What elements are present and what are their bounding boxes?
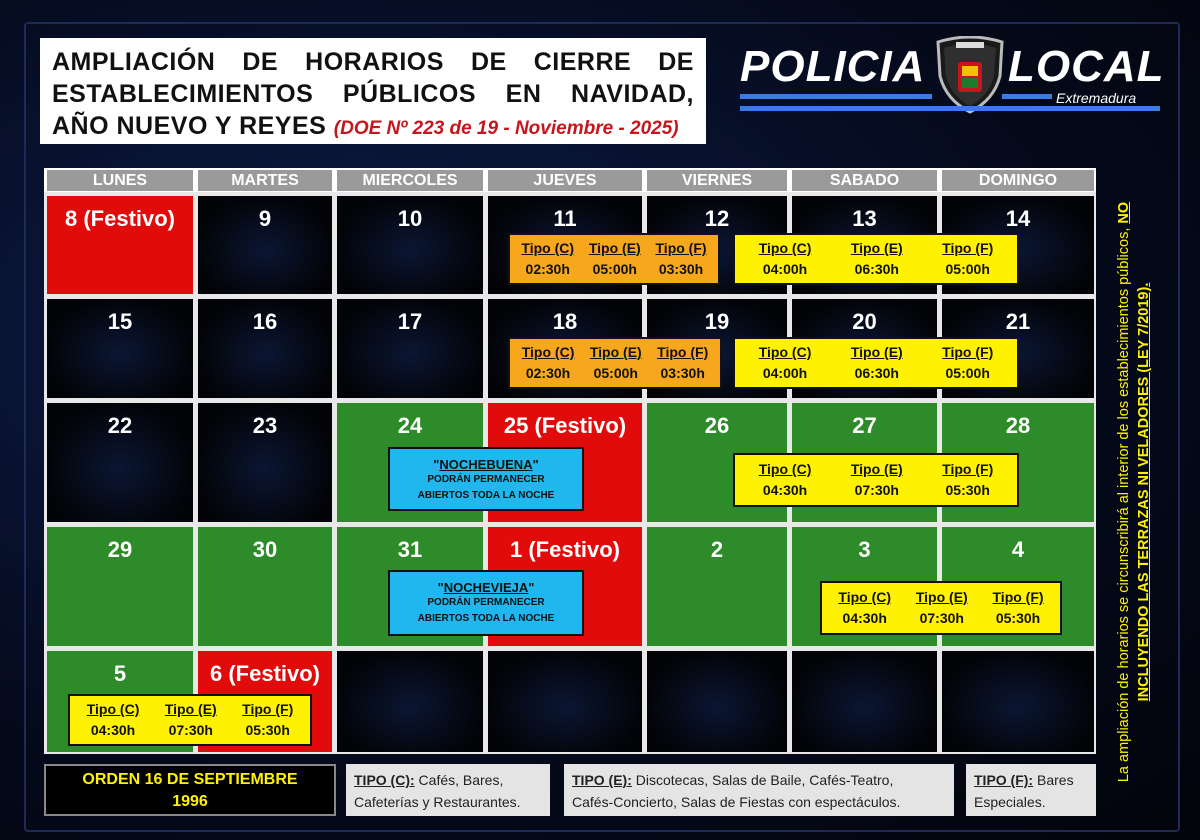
closing-time: 07:30h — [919, 610, 964, 626]
day-number: 25 (Festivo) — [503, 413, 627, 438]
closing-hours-column — [942, 459, 993, 501]
calendar-day-cell — [647, 651, 787, 752]
closing-hours-column — [589, 238, 641, 280]
day-number: 23 — [252, 413, 278, 438]
closing-time: 05:30h — [245, 722, 290, 738]
night-line: ABIERTOS TODA LA NOCHE — [417, 490, 555, 501]
day-number: 26 — [704, 413, 730, 438]
calendar-day-cell — [198, 403, 332, 522]
closing-time: 03:30h — [660, 365, 705, 381]
closing-time: 05:00h — [593, 365, 638, 381]
closing-hours-column — [851, 238, 903, 280]
closing-time: 04:30h — [842, 610, 887, 626]
closing-time: 05:30h — [945, 482, 990, 498]
title-word: DE — [658, 48, 694, 76]
title-word: DE — [242, 48, 279, 76]
closing-hours-column — [759, 238, 812, 280]
tipo-label: Tipo (E) — [589, 344, 642, 360]
closing-hours-column — [242, 699, 293, 741]
legend-text: Discotecas, Salas de Baile, Cafés-Teatro, — [631, 772, 894, 788]
title-word: EN — [505, 80, 542, 108]
closing-hours-column — [838, 587, 891, 629]
closing-time: 05:00h — [945, 365, 990, 381]
closing-hours-column — [165, 699, 217, 741]
closing-time: 07:30h — [168, 722, 213, 738]
closing-hours-column — [993, 587, 1044, 629]
closing-hours-column — [590, 342, 642, 384]
tipo-label: Tipo (E) — [588, 240, 641, 256]
title-word: DE — [470, 48, 507, 76]
title-box — [40, 38, 706, 144]
day-number: 22 — [107, 413, 133, 438]
day-header: MARTES — [198, 170, 332, 191]
terrazas-note — [1104, 168, 1164, 816]
orden-line-1: ORDEN 16 DE SEPTIEMBRE — [82, 771, 298, 788]
calendar-day-cell — [198, 299, 332, 398]
tipo-label: Tipo (F) — [942, 240, 994, 256]
day-number: 31 — [397, 537, 423, 562]
title-word: AÑO NUEVO Y REYES — [52, 112, 327, 140]
day-number: 8 (Festivo) — [64, 206, 176, 231]
closing-hours-column — [851, 342, 903, 384]
tipo-label: Tipo (E) — [850, 461, 903, 477]
tipo-label: Tipo (C) — [758, 461, 812, 477]
calendar-day-cell — [337, 196, 483, 294]
policia-local-logo — [738, 38, 1168, 122]
logo-subtitle: Extremadura — [1056, 90, 1137, 106]
closing-time: 05:30h — [995, 610, 1041, 626]
tipo-label: Tipo (F) — [657, 344, 709, 360]
closing-time: 06:30h — [854, 365, 899, 381]
day-number: 19 — [704, 309, 730, 334]
day-number: 20 — [852, 309, 877, 334]
tipo-label: Tipo (F) — [942, 461, 994, 477]
day-number: 4 — [1011, 537, 1025, 562]
logo-word-policia: POLICIA — [740, 42, 926, 91]
closing-hours-column — [521, 238, 574, 280]
tipo-label: Tipo (C) — [521, 344, 575, 360]
day-number: 13 — [852, 206, 877, 231]
day-number: 15 — [107, 309, 133, 334]
legend-text: Cafés-Concierto, Salas de Fiestas con espectáculos. — [572, 794, 901, 810]
calendar-day-cell — [47, 299, 193, 398]
day-header: VIERNES — [647, 170, 787, 191]
tipo-label: Tipo (E) — [915, 589, 968, 605]
day-number: 3 — [858, 537, 871, 562]
legend-tipo-e — [564, 764, 954, 816]
day-number: 6 (Festivo) — [209, 661, 321, 686]
logo-word-local: LOCAL — [1008, 42, 1165, 91]
closing-hours-box — [733, 233, 1019, 285]
day-number: 21 — [1005, 309, 1031, 334]
day-header: JUEVES — [488, 170, 642, 191]
calendar-day-cell — [47, 196, 193, 294]
closing-hours-column — [942, 238, 993, 280]
night-name: NOCHEBUENA — [439, 457, 533, 472]
closing-time: 02:30h — [525, 365, 571, 381]
night-line: ABIERTOS TODA LA NOCHE — [417, 613, 555, 624]
closing-time: 04:30h — [90, 722, 136, 738]
day-number: 12 — [704, 206, 730, 231]
closing-time: 07:30h — [854, 482, 899, 498]
tipo-label: Tipo (C) — [521, 240, 575, 256]
title-word: CIERRE — [533, 48, 632, 76]
day-header: DOMINGO — [942, 170, 1094, 191]
calendar-day-cell — [942, 651, 1094, 752]
day-header: SABADO — [792, 170, 937, 191]
day-number: 2 — [710, 537, 724, 562]
title-line-1 — [52, 46, 694, 78]
day-number: 1 (Festivo) — [509, 537, 621, 562]
orden-box — [44, 764, 336, 816]
day-number: 30 — [252, 537, 278, 562]
legend-text: Especiales. — [974, 794, 1046, 810]
night-open-box — [388, 447, 584, 511]
calendar-day-cell — [47, 527, 193, 646]
legend-label: TIPO (E): — [572, 772, 632, 788]
logo-bar-left — [740, 94, 932, 99]
terrazas-note-text — [1114, 168, 1154, 816]
logo-bar-bottom — [740, 106, 1160, 111]
day-number: 5 — [113, 661, 127, 686]
day-number: 14 — [1005, 206, 1031, 231]
closing-time: 03:30h — [658, 261, 704, 277]
day-number: 16 — [252, 309, 278, 334]
title-line-2 — [52, 78, 694, 110]
closing-hours-column — [759, 342, 812, 384]
closing-hours-column — [916, 587, 968, 629]
day-number: 29 — [107, 537, 133, 562]
night-line: PODRÁN PERMANECER — [427, 597, 545, 608]
night-open-box — [388, 570, 584, 636]
calendar-day-cell — [198, 196, 332, 294]
closing-hours-column — [657, 342, 708, 384]
calendar-day-cell — [47, 403, 193, 522]
day-header: MIERCOLES — [337, 170, 483, 191]
tipo-label: Tipo (C) — [86, 701, 140, 717]
tipo-label: Tipo (F) — [655, 240, 707, 256]
tipo-label: Tipo (E) — [850, 240, 903, 256]
calendar-day-cell — [647, 527, 787, 646]
logo-bar-right — [1002, 94, 1052, 99]
closing-time: 06:30h — [854, 261, 899, 277]
closing-hours-column — [942, 342, 993, 384]
tipo-label: Tipo (F) — [942, 344, 994, 360]
closing-time: 04:00h — [762, 261, 808, 277]
day-number: 28 — [1005, 413, 1031, 438]
tipo-label: Tipo (C) — [758, 344, 812, 360]
tipo-label: Tipo (E) — [850, 344, 903, 360]
orden-line-2: 1996 — [172, 793, 208, 810]
note-strong: NO INCLUYENDO LAS TERRAZAS NI VELADORES (LEY 7/2019). — [1116, 201, 1152, 702]
closing-time: 05:00h — [592, 261, 637, 277]
day-number: 10 — [397, 206, 423, 231]
closing-time: 04:30h — [762, 482, 808, 498]
closing-hours-box — [68, 694, 312, 746]
closing-time: 02:30h — [525, 261, 570, 277]
closing-hours-box — [733, 337, 1019, 389]
tipo-label: Tipo (C) — [758, 240, 812, 256]
calendar-day-cell — [488, 651, 642, 752]
title-word: HORARIOS — [305, 48, 444, 76]
closing-hours-box — [820, 581, 1062, 635]
night-line: PODRÁN PERMANECER — [427, 474, 545, 485]
legend-label: TIPO (C): — [354, 772, 415, 788]
calendar-day-cell — [337, 651, 483, 752]
day-number: 9 — [258, 206, 272, 231]
day-number: 18 — [552, 309, 578, 334]
closing-hours-column — [656, 238, 707, 280]
legend-label: TIPO (F): — [974, 772, 1034, 788]
night-name: NOCHEVIEJA — [443, 580, 529, 595]
closing-hours-box — [508, 337, 722, 389]
day-number: 24 — [397, 413, 423, 438]
closing-hours-box — [508, 233, 720, 285]
legend-text: Cafés, Bares, — [414, 772, 504, 788]
title-line-3 — [52, 110, 694, 145]
title-word: NAVIDAD, — [571, 80, 694, 108]
tipo-label: Tipo (F) — [992, 589, 1044, 605]
tipo-label: Tipo (F) — [242, 701, 294, 717]
day-number: 11 — [553, 206, 577, 231]
tipo-label: Tipo (C) — [838, 589, 892, 605]
night-title: "NOCHEBUENA" — [433, 457, 539, 472]
closing-hours-column — [759, 459, 812, 501]
title-word: PÚBLICOS — [342, 80, 477, 108]
closing-hours-column — [522, 342, 575, 384]
day-header: LUNES — [47, 170, 193, 191]
closing-time: 04:00h — [762, 365, 808, 381]
calendar-day-cell — [198, 527, 332, 646]
tipo-label: Tipo (E) — [164, 701, 217, 717]
calendar-day-cell — [337, 299, 483, 398]
title-word: AMPLIACIÓN — [52, 48, 216, 76]
closing-time: 05:00h — [945, 261, 990, 277]
note-text: La ampliación de horarios se circunscribirá al interior de los establecimientos públicos, — [1116, 223, 1132, 783]
title-word: ESTABLECIMIENTOS — [52, 80, 314, 108]
police-shield-icon — [934, 36, 1006, 114]
night-title: "NOCHEVIEJA" — [437, 580, 535, 595]
legend-tipo-c — [346, 764, 550, 816]
day-number: 27 — [852, 413, 877, 438]
doe-reference: (DOE Nº 223 de 19 - Noviembre - 2025) — [333, 118, 679, 139]
legend-text: Cafeterías y Restaurantes. — [354, 794, 521, 810]
legend-tipo-f — [966, 764, 1096, 816]
legend-text: Bares — [1033, 772, 1074, 788]
closing-hours-box — [733, 453, 1019, 507]
calendar-day-cell — [792, 651, 937, 752]
closing-hours-column — [87, 699, 140, 741]
day-number: 17 — [397, 309, 423, 334]
closing-hours-column — [851, 459, 903, 501]
